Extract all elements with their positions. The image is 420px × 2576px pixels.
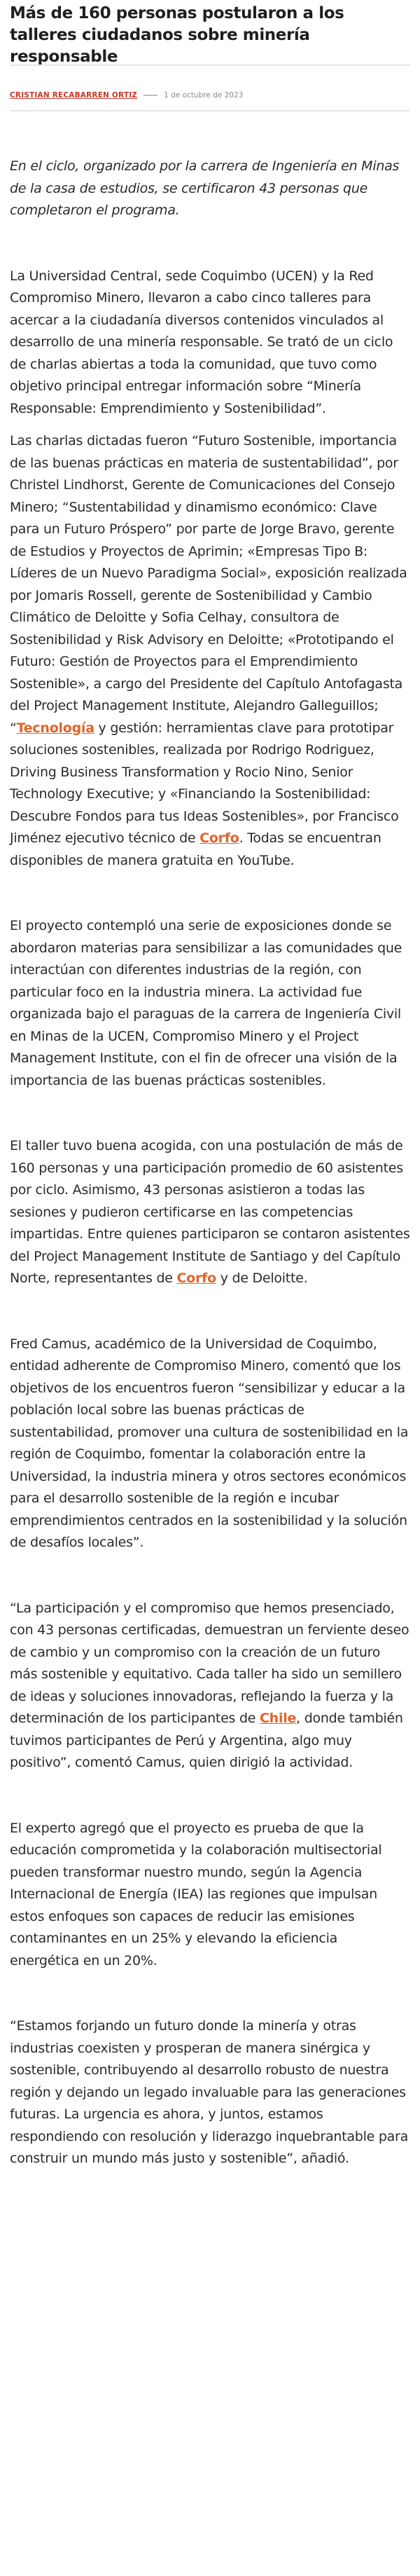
paragraph-2-text-a: Las charlas dictadas fueron “Futuro Sostenible, importancia de las buenas prácticas en materia de sustentabilidad”, por Christel Lindhorst, Gerente de Comunicaciones del Consejo Minero; “Sustentabilidad y dinamismo económico: Clave para un Futuro Próspero” por parte de Jorge Bravo, gerente de Estudios y Proyectos de Aprimin; «Empresas Tipo B: Líderes de un Nuevo Paradigma Social», exposición realizada por Jomaris Rossell, gerente de Sostenibilidad y Cambio Climático de Deloitte y Sofia Celhay, consultora de Sostenibilidad y Risk Advisory en Deloitte; «Prototipando el Futuro: Gestión de Proyectos para el Emprendimiento Sostenible», a cargo del Presidente del Capítulo Antofagasta del Project Management Institute, Alejandro Galleguillos; “ [10,433,407,736]
lead-paragraph: En el ciclo, organizado por la carrera de Ingeniería en Minas de la casa de estudios, se certificaron 43 personas que completaron el programa. [10,158,400,218]
meta-divider [10,110,410,111]
paragraph-4-text-a: El taller tuvo buena acogida, con una postulación de más de 160 personas y una participación promedio de 60 asistentes por ciclo. Asimismo, 43 personas asistieron a todas las sesiones y pudieron certificarse en las competencias impartidas. Entre quienes participaron se contaron asistentes del Project Management Institute de Santiago y del Capítulo Norte, representantes de [10,1138,410,1286]
paragraph-4 [10,1135,410,1290]
corfo-link-2[interactable]: Corfo [176,1270,216,1286]
paragraph-5: Fred Camus, académico de la Universidad de Coquimbo, entidad adherente de Compromiso Minero, comentó que los objetivos de los encuentros fueron “sensibilizar y educar a la población local sobre las buenas prácticas de sustentabilidad, promover una cultura de sostenibilidad en la región de Coquimbo, fomentar la colaboración entre la Universidad, la industria minera y otros sectores económicos para el desarrollo sostenible de la región e incubar emprendimientos centrados en la sostenibilidad y la solución de desafíos locales”. [10,1336,409,1550]
paragraph-7: El experto agregó que el proyecto es prueba de que la educación comprometida y la colaboración multisectorial pueden transformar nuestro mundo, según la Agencia Internacional de Energía (IEA) las regiones que impulsan estos enfoques son capaces de reducir las emisiones contaminantes en un 25% y elevando la eficiencia energética en un 20%. [10,1820,382,1968]
paragraph-2-text-c: . Todas se encuentran disponibles de manera gratuita en YouTube. [10,830,382,868]
title-divider [10,64,410,66]
author-link[interactable]: CRISTIAN RECABARREN ORTIZ [10,91,138,100]
chile-link[interactable]: Chile [259,1711,297,1726]
meta-separator [144,95,158,96]
tecnologia-link[interactable]: Tecnología [16,720,94,736]
paragraph-2 [10,430,410,872]
publish-date: 1 de octubre de 2023 [164,91,244,100]
article-title: Más de 160 personas postularon a los talleres ciudadanos sobre minería responsable [10,4,344,66]
paragraph-6 [10,1598,410,1774]
paragraph-6-text-b: , donde también tuvimos participantes de Perú y Argentina, algo muy positivo”, comentó Camus, quien dirigió la actividad. [10,1711,403,1770]
article-meta [10,90,410,101]
paragraph-3: El proyecto contempló una serie de exposiciones donde se abordaron materias para sensibilizar a las comunidades que interactúan con diferentes industrias de la región, con particular foco en la industria minera. La actividad fue organizada bajo el paraguas de la carrera de Ingeniería Civil en Minas de la UCEN, Compromiso Minero y el Project Management Institute, con el fin de ofrecer una visión de la importancia de las buenas prácticas sostenibles. [10,918,402,1088]
paragraph-4-text-b: y de Deloitte. [216,1270,308,1286]
paragraph-6-text-a: “La participación y el compromiso que hemos presenciado, con 43 personas certificadas, demuestran un ferviente deseo de cambio y un compromiso con la creación de un futuro más sostenible y equitativo. Cada taller ha sido un semillero de ideas y soluciones innovadoras, reflejando la fuerza y la determinación de los participantes de [10,1600,410,1726]
article-body [10,156,410,2181]
paragraph-2-text-b: y gestión: herramientas clave para prototipar soluciones sostenibles, realizada por Rodrigo Rodriguez, Driving Business Transformation y Rocio Nino, Senior Technology Executive; y «Financiando la Sostenibilidad: Descubre Fondos para tus Ideas Sostenibles», por Francisco Jiménez ejecutivo técnico de [10,720,399,846]
corfo-link[interactable]: Corfo [200,830,239,846]
paragraph-8: “Estamos forjando un futuro donde la minería y otras industrias coexisten y prosperan de manera sinérgica y sostenible, contribuyendo al desarrollo robusto de nuestra región y dejando un legado invaluable para las generaciones futuras. La urgencia es ahora, y juntos, estamos respondiendo con resolución y liderazgo inquebrantable para construir un mundo más justo y sostenible”, añadió. [10,2018,408,2166]
paragraph-1: La Universidad Central, sede Coquimbo (UCEN) y la Red Compromiso Minero, llevaron a cabo cinco talleres para acercar a la ciudadanía diversos contenidos vinculados al desarrollo de una minería responsable. Se trató de un ciclo de charlas abiertas a toda la comunidad, que tuvo como objetivo principal entregar información sobre “Minería Responsable: Emprendimiento y Sostenibilidad”. [10,268,393,416]
